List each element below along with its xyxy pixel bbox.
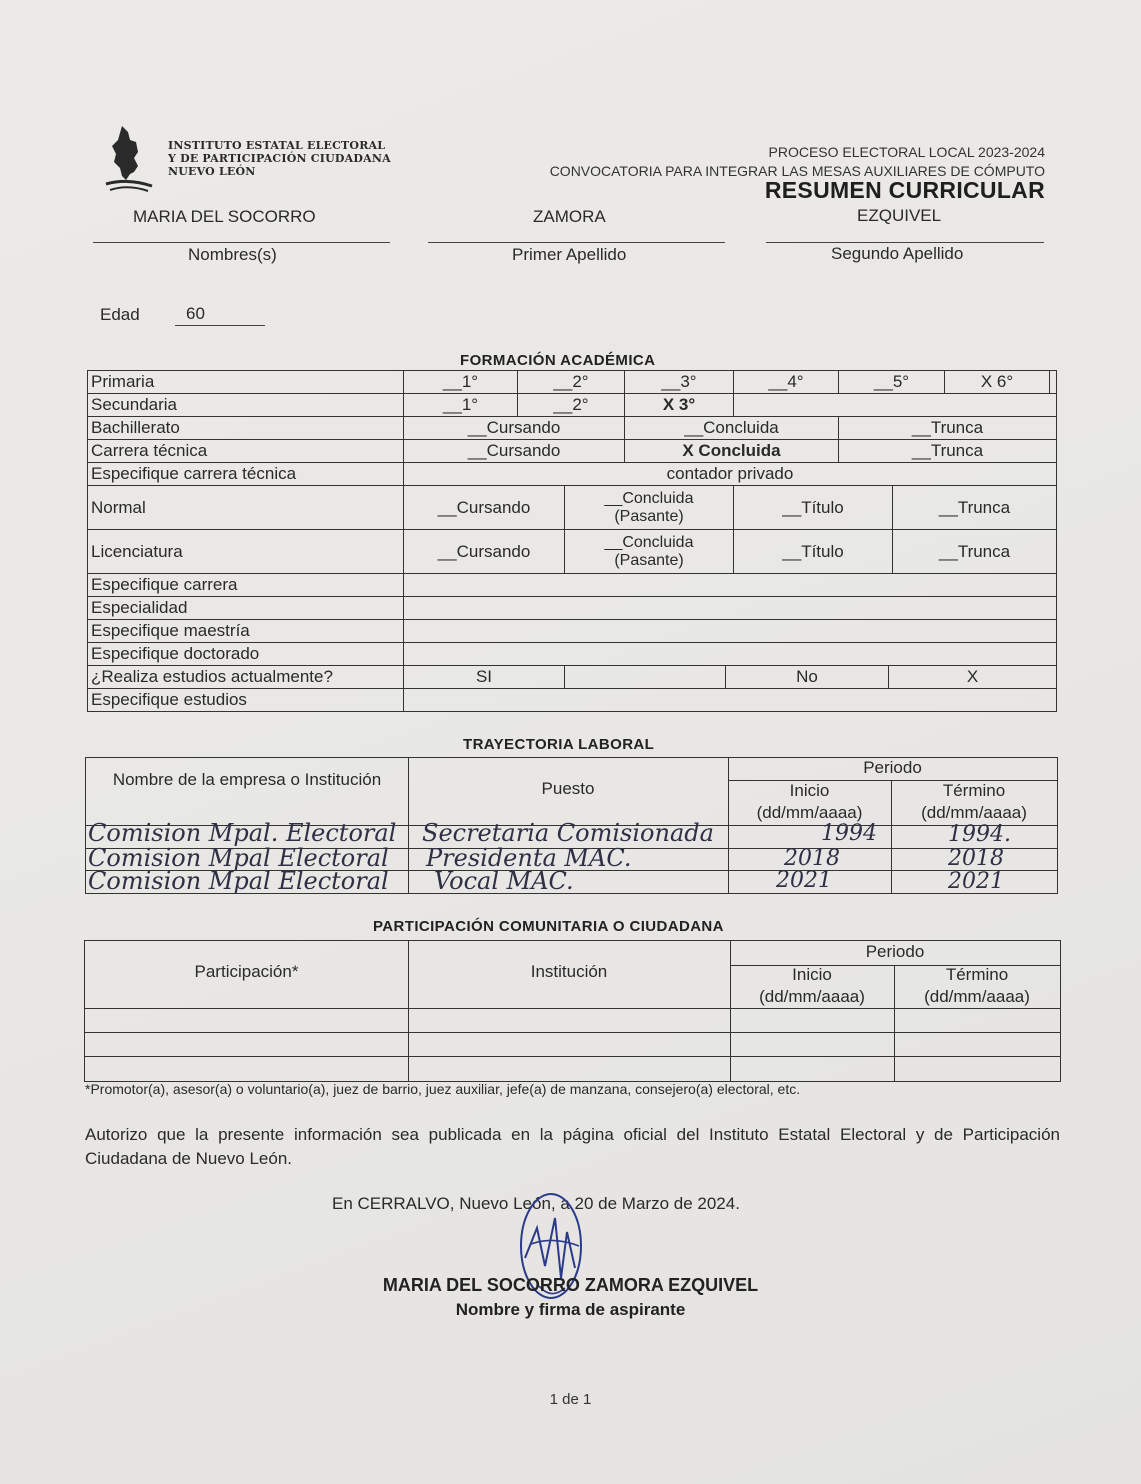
trayectoria-row1-puesto: Secretaria Comisionada — [422, 819, 714, 847]
realiza-estudios-si-box — [564, 666, 725, 688]
document-title: RESUMEN CURRICULAR — [764, 177, 1045, 203]
participacion-table — [84, 940, 1061, 1082]
especifique-doctorado-label: Especifique doctorado — [91, 644, 260, 663]
trayectoria-row3-empresa: Comision Mpal Electoral — [88, 867, 389, 895]
nombres-label: Nombres(s) — [188, 245, 277, 264]
normal-concluida — [564, 486, 733, 529]
nombres-underline — [93, 242, 390, 243]
especifique-maestria-value — [403, 620, 1056, 642]
trayectoria-row1-termino: 1994. — [948, 822, 1011, 847]
row-secundaria — [88, 394, 1056, 417]
secundaria-label: Secundaria — [91, 395, 178, 414]
especifique-maestria-label: Especifique maestría — [91, 621, 250, 640]
row-especifique-carrera — [88, 574, 1056, 597]
trayectoria-header-empresa: Nombre de la empresa o Institución — [112, 770, 382, 789]
trayectoria-row3-puesto: Vocal MAC. — [434, 867, 574, 895]
trayectoria-row1-empresa: Comision Mpal. Electoral — [88, 819, 397, 847]
licenciatura-concluida — [564, 530, 733, 573]
page-number — [0, 1391, 1141, 1408]
especialidad-label: Especialidad — [91, 598, 188, 617]
participacion-row-line-2 — [85, 1056, 1060, 1057]
especifique-tecnica-label: Especifique carrera técnica — [91, 464, 297, 483]
primaria-grade-5: __5° — [838, 371, 944, 393]
edad-label: Edad — [100, 305, 140, 324]
bachillerato-trunca: __Trunca — [838, 417, 1056, 439]
edad-underline — [175, 325, 265, 326]
convocatoria-text: CONVOCATORIA PARA INTEGRAR LAS MESAS AUXILIARES DE CÓMPUTO — [549, 163, 1045, 179]
institute-line-3: NUEVO LEÓN — [168, 165, 256, 178]
carrera-tecnica-label: Carrera técnica — [91, 441, 208, 460]
process-header — [550, 143, 1045, 181]
participacion-footnote: *Promotor(a), asesor(a) o voluntario(a), juez de barrio, juez auxiliar, jefe(a) de manzana, consejero(a) electoral, etc. — [85, 1081, 801, 1097]
trayectoria-row2-termino: 2018 — [948, 846, 1004, 871]
secundaria-empty — [733, 394, 1056, 416]
row-normal — [88, 486, 1056, 530]
participacion-header-inicio-fmt: (dd/mm/aaaa) — [759, 987, 865, 1006]
row-realiza-estudios — [88, 666, 1056, 689]
row-carrera-tecnica — [88, 440, 1056, 463]
carrera-tecnica-cursando: __Cursando — [403, 440, 624, 462]
participacion-header-termino: Término — [945, 965, 1009, 984]
primaria-grade-6: X 6° — [944, 371, 1050, 393]
participacion-header-periodo: Periodo — [865, 942, 925, 961]
page-number-text: 1 de 1 — [549, 1391, 592, 1408]
normal-cursando: __Cursando — [403, 486, 564, 529]
normal-pasante-label: (Pasante) — [614, 507, 684, 525]
participacion-row-line-1 — [85, 1032, 1060, 1033]
trayectoria-header-periodo: Periodo — [863, 758, 922, 777]
trayectoria-header-puesto: Puesto — [541, 779, 595, 798]
institute-line-2: Y DE PARTICIPACIÓN CIUDADANA — [168, 152, 391, 165]
secundaria-grade-1: __1° — [403, 394, 517, 416]
trayectoria-table — [85, 757, 1058, 894]
row-especialidad — [88, 597, 1056, 620]
carrera-tecnica-trunca: __Trunca — [838, 440, 1056, 462]
trayectoria-header-inicio: Inicio — [789, 781, 830, 800]
aspirante-nombre — [0, 1275, 1141, 1296]
especifique-tecnica-value: contador privado — [403, 463, 1056, 485]
licenciatura-trunca: __Trunca — [892, 530, 1056, 573]
realiza-estudios-label: ¿Realiza estudios actualmente? — [91, 667, 333, 686]
trayectoria-title: TRAYECTORIA LABORAL — [463, 736, 655, 753]
segundo-apellido-label: Segundo Apellido — [831, 244, 964, 263]
segundo-apellido-underline — [766, 242, 1044, 243]
participacion-col-divider-2 — [730, 941, 731, 1081]
firma-label — [0, 1300, 1141, 1320]
lugar-fecha: En CERRALVO, Nuevo León, a 20 de Marzo de 2024. — [332, 1194, 740, 1213]
normal-titulo: __Título — [733, 486, 892, 529]
trayectoria-row2-empresa: Comision Mpal Electoral — [88, 844, 389, 872]
realiza-estudios-si: SI — [403, 666, 564, 688]
participacion-header-termino-fmt: (dd/mm/aaaa) — [924, 987, 1030, 1006]
trayectoria-row1-inicio: 1994 — [821, 821, 877, 846]
trayectoria-row3-termino: 2021 — [948, 869, 1004, 894]
segundo-apellido-value: EZQUIVEL — [857, 206, 942, 225]
firma-label-text: Nombre y firma de aspirante — [455, 1300, 686, 1319]
trayectoria-row2-puesto: Presidenta MAC. — [426, 844, 632, 872]
primaria-grade-3: __3° — [624, 371, 733, 393]
carrera-tecnica-concluida: X Concluida — [624, 440, 838, 462]
primaria-grade-2: __2° — [517, 371, 624, 393]
normal-concluida-label: __Concluida — [604, 489, 694, 507]
formacion-title: FORMACIÓN ACADÉMICA — [460, 352, 656, 369]
bachillerato-cursando: __Cursando — [403, 417, 624, 439]
secundaria-grade-2: __2° — [517, 394, 624, 416]
trayectoria-header-inicio-fmt: (dd/mm/aaaa) — [756, 803, 863, 822]
normal-trunca: __Trunca — [892, 486, 1056, 529]
primaria-label: Primaria — [91, 372, 155, 391]
participacion-header-line — [85, 1008, 1060, 1009]
row-bachillerato — [88, 417, 1056, 440]
participacion-title: PARTICIPACIÓN COMUNITARIA O CIUDADANA — [373, 918, 724, 935]
primer-apellido-value: ZAMORA — [533, 207, 606, 226]
nuevo-leon-state-logo — [100, 122, 156, 194]
bachillerato-concluida: __Concluida — [624, 417, 838, 439]
primer-apellido-label: Primer Apellido — [512, 245, 627, 264]
especifique-carrera-label: Especifique carrera — [91, 575, 238, 594]
primer-apellido-underline — [428, 242, 725, 243]
trayectoria-row3-inicio: 2021 — [776, 868, 832, 893]
participacion-header-institucion: Institución — [530, 962, 608, 981]
formacion-table — [87, 370, 1057, 712]
especifique-doctorado-value — [403, 643, 1056, 665]
autorizo-paragraph: Autorizo que la presente información sea publicada en la página oficial del Instituto Estatal Electoral y de Participación Ciudadana de Nuevo León. — [85, 1125, 1060, 1168]
row-especifique-estudios — [88, 689, 1056, 711]
institute-name — [168, 139, 391, 178]
process-title: PROCESO ELECTORAL LOCAL 2023-2024 — [768, 144, 1045, 160]
primaria-grade-1: __1° — [403, 371, 517, 393]
trayectoria-header-termino-fmt: (dd/mm/aaaa) — [921, 803, 1027, 822]
licenciatura-pasante-label: (Pasante) — [614, 551, 684, 569]
row-especifique-tecnica — [88, 463, 1056, 486]
licenciatura-titulo: __Título — [733, 530, 892, 573]
row-especifique-doctorado — [88, 643, 1056, 666]
secundaria-grade-3: X 3° — [624, 394, 733, 416]
row-primaria — [88, 371, 1056, 394]
especifique-carrera-value — [403, 574, 1056, 596]
bachillerato-label: Bachillerato — [91, 418, 180, 437]
especifique-estudios-label: Especifique estudios — [91, 690, 247, 709]
realiza-estudios-no-mark: X — [888, 666, 1056, 688]
participacion-header-inicio: Inicio — [792, 965, 832, 984]
row-licenciatura — [88, 530, 1056, 574]
primaria-grade-4: __4° — [733, 371, 838, 393]
edad-value: 60 — [186, 304, 205, 323]
licenciatura-label: Licenciatura — [91, 541, 183, 561]
trayectoria-row2-inicio: 2018 — [784, 846, 840, 871]
especifique-estudios-value — [403, 689, 1056, 711]
aspirante-nombre-text: MARIA DEL SOCORRO ZAMORA EZQUIVEL — [382, 1275, 759, 1295]
participacion-header-participacion: Participación* — [194, 962, 299, 981]
institute-line-1: INSTITUTO ESTATAL ELECTORAL — [168, 139, 386, 152]
licenciatura-concluida-label: __Concluida — [604, 533, 694, 551]
normal-label: Normal — [91, 497, 146, 517]
especialidad-value — [403, 597, 1056, 619]
licenciatura-cursando: __Cursando — [403, 530, 564, 573]
trayectoria-header-termino: Término — [942, 781, 1006, 800]
row-especifique-maestria — [88, 620, 1056, 643]
nombres-value: MARIA DEL SOCORRO — [133, 207, 316, 226]
realiza-estudios-no: No — [725, 666, 888, 688]
